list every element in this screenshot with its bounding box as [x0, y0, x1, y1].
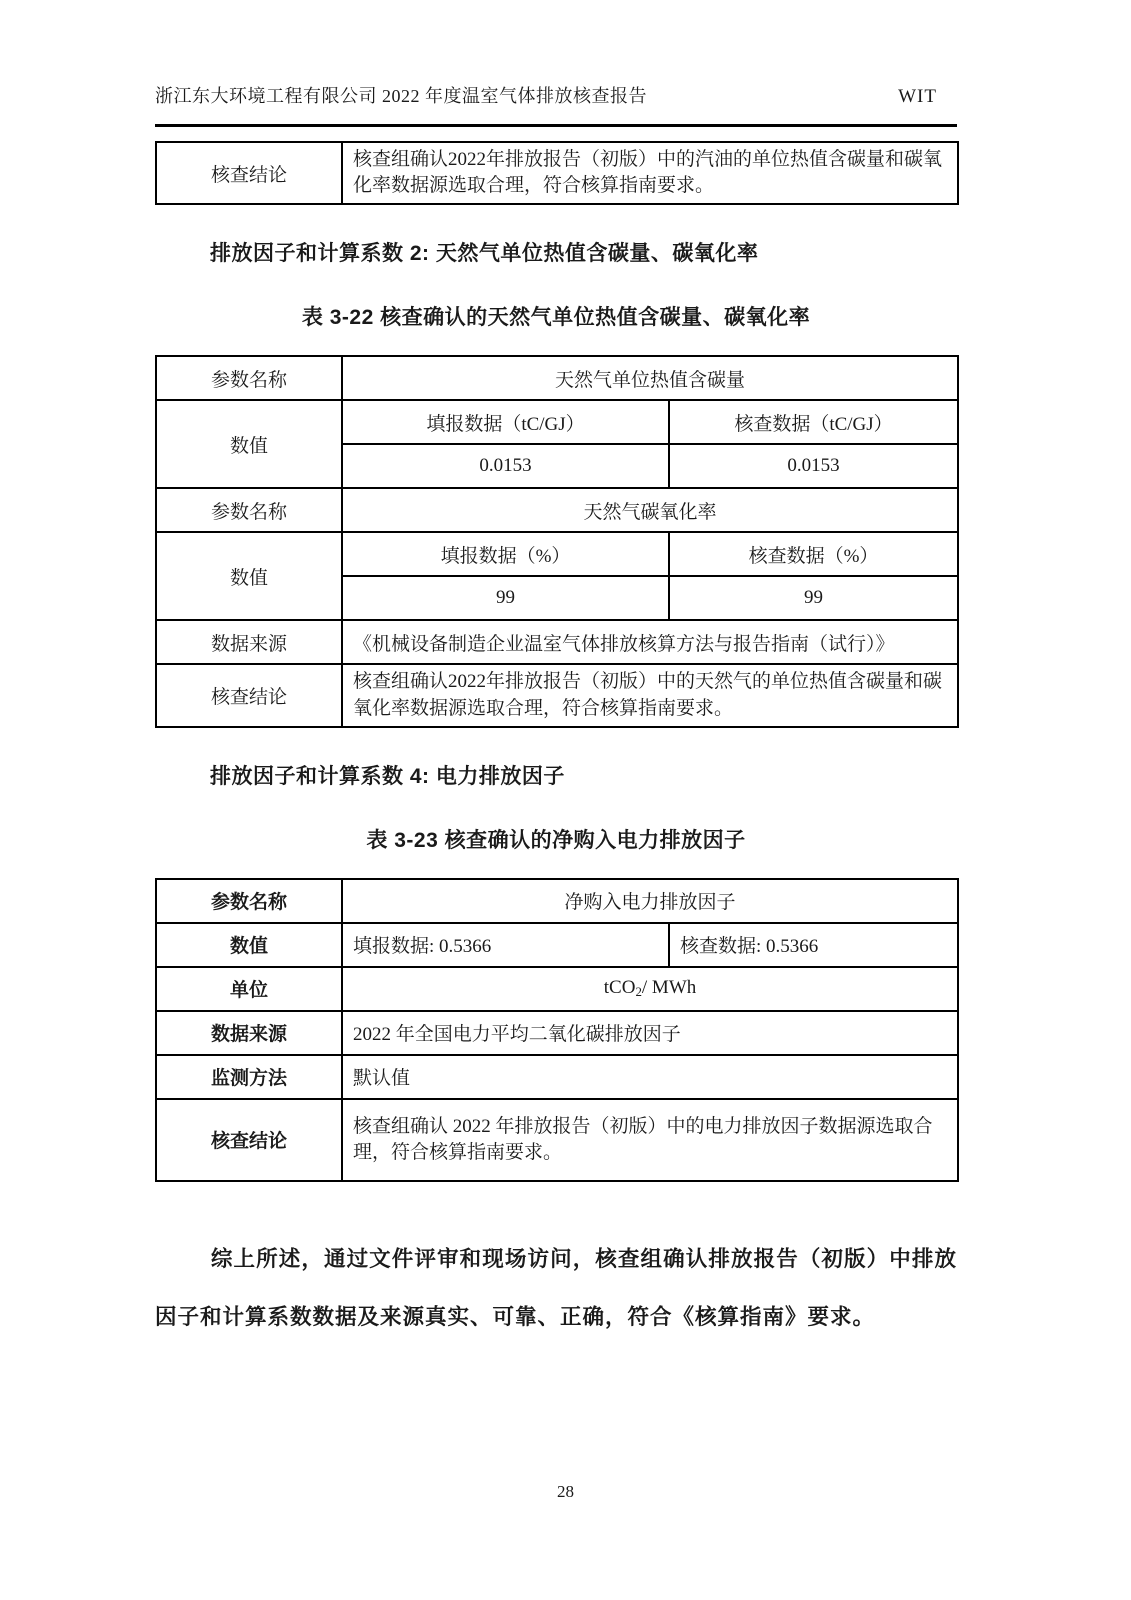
value-label-cell: 数值: [156, 923, 342, 967]
table-row: [156, 1011, 958, 1055]
header-title: 浙江东大环境工程有限公司 2022 年度温室气体排放核查报告: [155, 86, 647, 106]
source-value-cell: 《机械设备制造企业温室气体排放核算方法与报告指南（试行）》: [342, 620, 958, 664]
reported-value-cell: 99: [342, 576, 669, 620]
summary-paragraph: 综上所述，通过文件评审和现场访问，核查组确认排放报告（初版）中排放因子和计算系数数据及来源真实、可靠、正确，符合《核算指南》要求。: [155, 1246, 957, 1329]
table-row: [156, 356, 958, 400]
unit-prefix: tCO: [603, 977, 636, 999]
conclusion-label-cell: 核查结论: [156, 142, 342, 204]
table-row: [156, 967, 958, 1011]
conclusion-value-cell: 核查组确认 2022 年排放报告（初版）中的电力排放因子数据源选取合理，符合核算指南要求。: [342, 1099, 958, 1181]
page-header: [155, 0, 957, 127]
verified-header-cell: 核查数据（%）: [669, 532, 958, 576]
table-3-22: [155, 355, 959, 727]
conclusion-label-cell: 核查结论: [156, 664, 342, 726]
source-label-cell: 数据来源: [156, 1011, 342, 1055]
table-row: [156, 879, 958, 923]
param-label-cell: 参数名称: [156, 879, 342, 923]
table-row: [156, 664, 958, 726]
header-logo: WIT: [898, 86, 937, 107]
unit-suffix: / MWh: [641, 977, 697, 999]
method-value-cell: 默认值: [342, 1055, 958, 1099]
reported-value-cell: 填报数据: 0.5366: [342, 923, 669, 967]
table-3-23: [155, 878, 959, 1182]
reported-header-cell: 填报数据（tC/GJ）: [342, 400, 669, 444]
table-row: [156, 1099, 958, 1181]
section-heading-gas: 排放因子和计算系数 2: 天然气单位热值含碳量、碳氧化率: [210, 242, 759, 266]
table-row: [156, 923, 958, 967]
table-row: [156, 400, 958, 444]
param-label-cell: 参数名称: [156, 356, 342, 400]
unit-label-cell: 单位: [156, 967, 342, 1011]
table-row: [156, 488, 958, 532]
table-caption-3-22: 表 3-22 核查确认的天然气单位热值含碳量、碳氧化率: [301, 306, 811, 330]
table-row: [156, 620, 958, 664]
source-label-cell: 数据来源: [156, 620, 342, 664]
conclusion-value-cell: 核查组确认2022年排放报告（初版）中的天然气的单位热值含碳量和碳氧化率数据源选取合理，符合核算指南要求。: [342, 664, 958, 726]
gasoline-conclusion-table: [155, 141, 959, 205]
method-label-cell: 监测方法: [156, 1055, 342, 1099]
param-value-cell: 天然气单位热值含碳量: [342, 356, 958, 400]
table-row: [156, 142, 958, 204]
unit-value-cell: [342, 967, 958, 1011]
verified-value-cell: 核查数据: 0.5366: [669, 923, 958, 967]
conclusion-label-cell: 核查结论: [156, 1099, 342, 1181]
section-heading-power: 排放因子和计算系数 4: 电力排放因子: [210, 764, 565, 788]
table-row: [156, 1055, 958, 1099]
source-value-cell: 2022 年全国电力平均二氧化碳排放因子: [342, 1011, 958, 1055]
verified-value-cell: 0.0153: [669, 444, 958, 488]
param-label-cell: 参数名称: [156, 488, 342, 532]
unit-subscript: 2: [635, 984, 642, 1000]
table-caption-3-23: 表 3-23 核查确认的净购入电力排放因子: [366, 828, 746, 852]
conclusion-value-cell: 核查组确认2022年排放报告（初版）中的汽油的单位热值含碳量和碳氧化率数据源选取合理，符合核算指南要求。: [342, 142, 958, 204]
param-value-cell: 净购入电力排放因子: [342, 879, 958, 923]
value-label-cell: 数值: [156, 532, 342, 620]
page-number: 28: [557, 1482, 574, 1501]
verified-value-cell: 99: [669, 576, 958, 620]
param-value-cell: 天然气碳氧化率: [342, 488, 958, 532]
table-row: [156, 532, 958, 576]
page-content: [155, 0, 957, 1346]
verified-header-cell: 核查数据（tC/GJ）: [669, 400, 958, 444]
reported-header-cell: 填报数据（%）: [342, 532, 669, 576]
value-label-cell: 数值: [156, 400, 342, 488]
reported-value-cell: 0.0153: [342, 444, 669, 488]
